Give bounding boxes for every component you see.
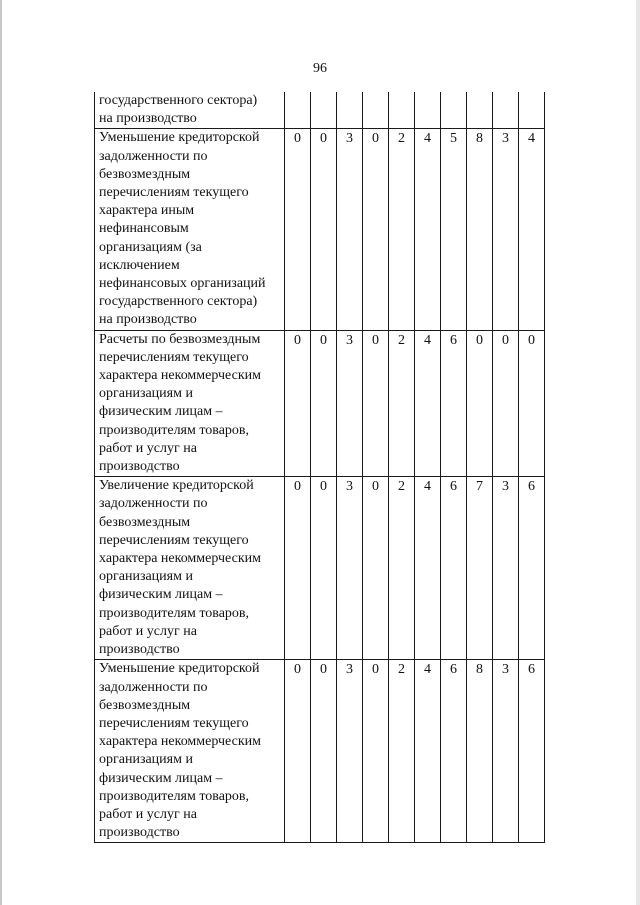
code-digit-cell: 2	[389, 660, 415, 843]
row-label: Увеличение кредиторской задолженности по безвозмездным перечислениям текущего характера некоммерческим организациям и физическим лицам – производителям товаров, работ и услуг на производство	[95, 477, 285, 660]
code-digit-cell: 0	[285, 477, 311, 660]
code-digit-cell: 0	[311, 477, 337, 660]
code-digit-cell: 0	[285, 129, 311, 330]
code-digit-cell: 3	[337, 477, 363, 660]
code-digit-cell: 0	[311, 330, 337, 477]
code-digit-cell	[363, 92, 389, 129]
code-digit-cell: 7	[467, 477, 493, 660]
code-digit-cell: 6	[441, 660, 467, 843]
code-digit-cell: 0	[285, 330, 311, 477]
table-row	[95, 129, 545, 330]
table-row	[95, 660, 545, 843]
code-digit-cell	[493, 92, 519, 129]
code-digit-cell: 8	[467, 129, 493, 330]
code-digit-cell	[337, 92, 363, 129]
code-digit-cell: 0	[363, 129, 389, 330]
code-digit-cell: 0	[363, 660, 389, 843]
code-digit-cell: 5	[441, 129, 467, 330]
code-digit-cell: 3	[493, 129, 519, 330]
code-digit-cell: 2	[389, 129, 415, 330]
row-label: Уменьшение кредиторской задолженности по безвозмездным перечислениям текущего характера иным нефинансовым организациям (за исключением нефинансовых организаций государственного сектора) на производство	[95, 129, 285, 330]
table-row	[95, 92, 545, 129]
code-digit-cell: 6	[519, 660, 545, 843]
code-digit-cell: 0	[467, 330, 493, 477]
code-digit-cell	[285, 92, 311, 129]
code-digit-cell: 3	[337, 129, 363, 330]
code-digit-cell: 4	[415, 477, 441, 660]
code-digit-cell: 4	[519, 129, 545, 330]
code-digit-cell: 0	[363, 330, 389, 477]
code-digit-cell: 3	[493, 660, 519, 843]
row-label: Уменьшение кредиторской задолженности по безвозмездным перечислениям текущего характера некоммерческим организациям и физическим лицам – производителям товаров, работ и услуг на производство	[95, 660, 285, 843]
table-row	[95, 330, 545, 477]
code-digit-cell	[441, 92, 467, 129]
code-digit-cell	[467, 92, 493, 129]
code-digit-cell: 0	[363, 477, 389, 660]
table-row	[95, 477, 545, 660]
code-digit-cell: 4	[415, 660, 441, 843]
row-label: Расчеты по безвозмездным перечислениям текущего характера некоммерческим организациям и физическим лицам – производителям товаров, работ и услуг на производство	[95, 330, 285, 477]
code-digit-cell: 6	[441, 477, 467, 660]
code-digit-cell: 3	[493, 477, 519, 660]
code-digit-cell: 2	[389, 330, 415, 477]
scan-left-edge	[0, 0, 2, 905]
code-digit-cell: 3	[337, 660, 363, 843]
code-digit-cell: 0	[493, 330, 519, 477]
page-number: 96	[313, 61, 327, 76]
code-digit-cell: 0	[311, 660, 337, 843]
table-body	[95, 92, 545, 843]
code-digit-cell	[389, 92, 415, 129]
classification-table	[94, 92, 545, 843]
code-digit-cell: 3	[337, 330, 363, 477]
code-digit-cell	[415, 92, 441, 129]
scan-right-edge	[636, 0, 640, 905]
code-digit-cell	[311, 92, 337, 129]
code-digit-cell: 4	[415, 129, 441, 330]
code-digit-cell: 4	[415, 330, 441, 477]
code-digit-cell	[519, 92, 545, 129]
code-digit-cell: 0	[285, 660, 311, 843]
code-digit-cell: 6	[519, 477, 545, 660]
code-digit-cell: 6	[441, 330, 467, 477]
row-label: государственного сектора) на производство	[95, 92, 285, 129]
code-digit-cell: 8	[467, 660, 493, 843]
code-digit-cell: 0	[311, 129, 337, 330]
code-digit-cell: 2	[389, 477, 415, 660]
code-digit-cell: 0	[519, 330, 545, 477]
